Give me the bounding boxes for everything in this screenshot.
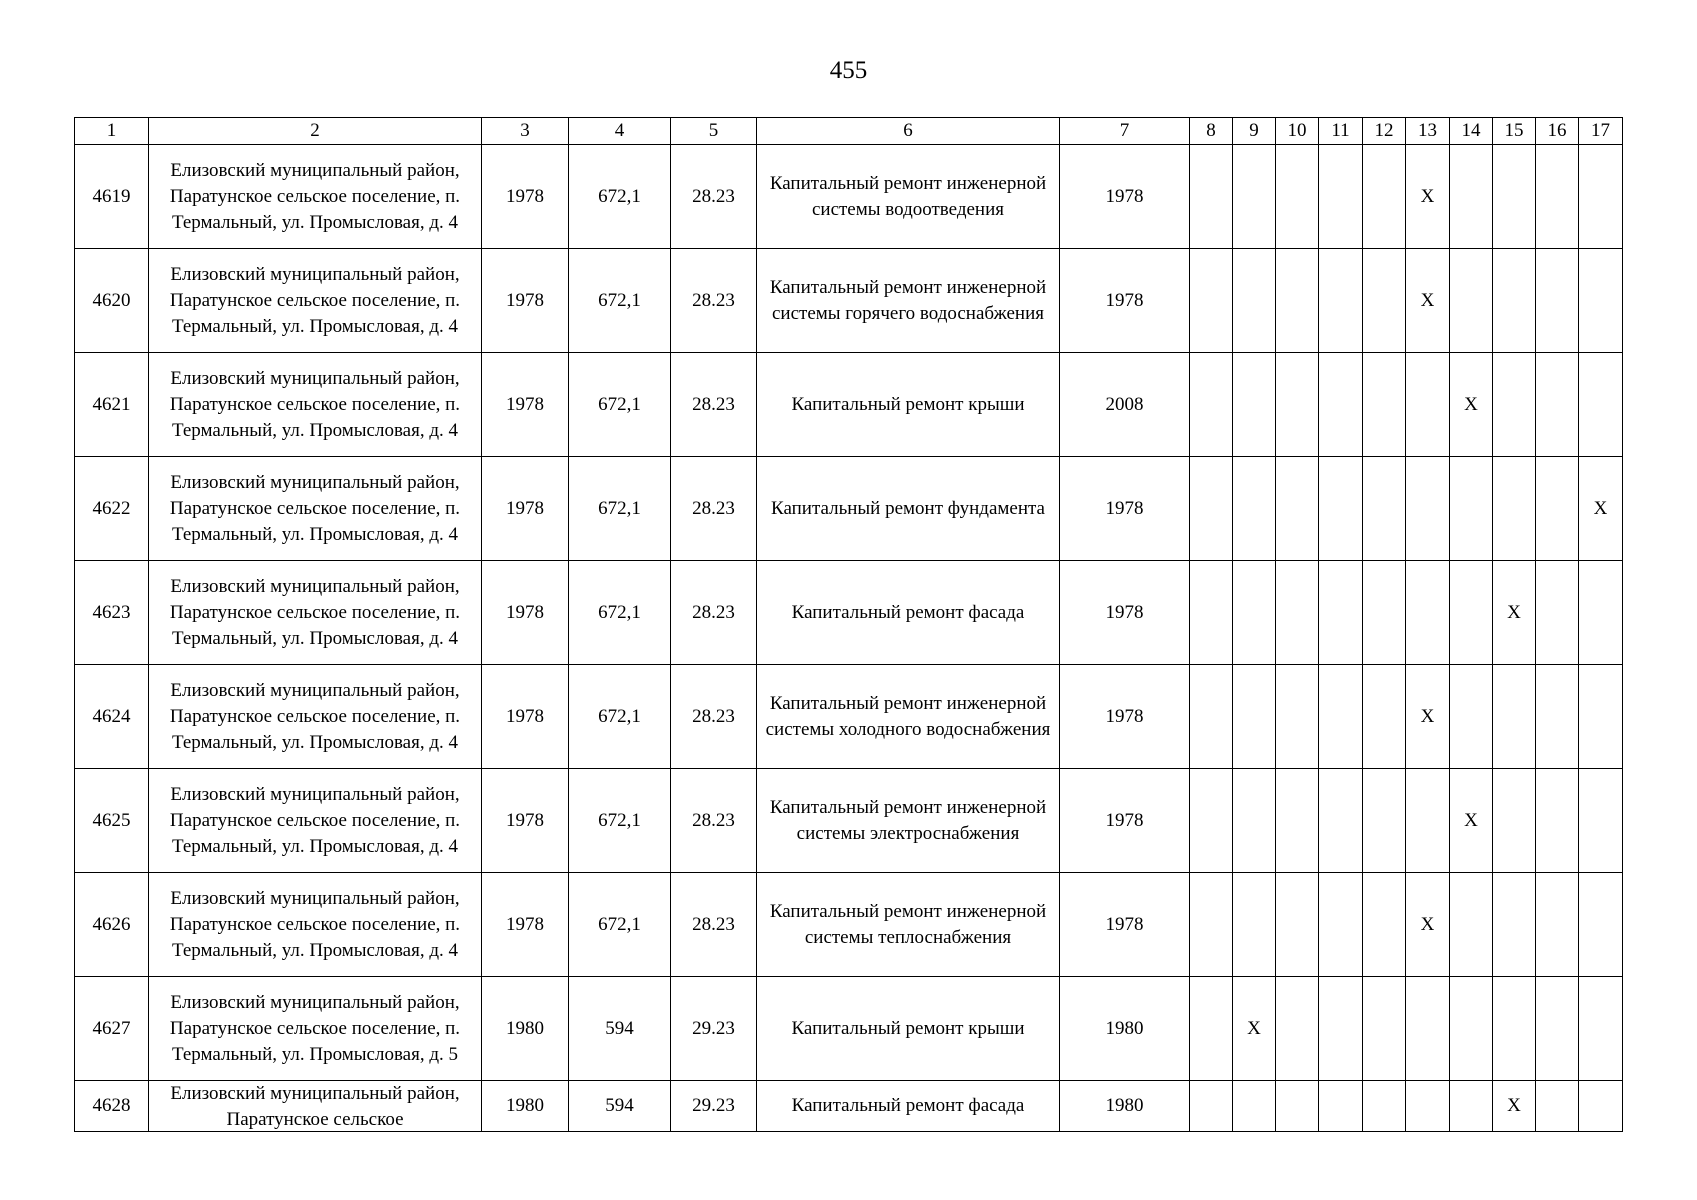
mark-cell-col-16 [1536, 249, 1579, 353]
last-repair-year-cell: 2008 [1060, 353, 1190, 457]
mark-cell-col-15 [1493, 873, 1536, 977]
table-row [75, 1081, 1623, 1132]
mark-cell-col-17 [1579, 665, 1623, 769]
mark-cell-col-17 [1579, 145, 1623, 249]
wear-cell: 28.23 [671, 873, 757, 977]
row-number: 4621 [75, 353, 149, 457]
mark-cell-col-14 [1450, 457, 1493, 561]
mark-cell-col-14 [1450, 145, 1493, 249]
table-row [75, 457, 1623, 561]
mark-cell-col-9 [1233, 665, 1276, 769]
wear-cell: 28.23 [671, 561, 757, 665]
address-cell: Елизовский муниципальный район, Паратунское сельское поселение, п. Термальный, ул. Промысловая, д. 4 [149, 665, 482, 769]
column-header-5: 5 [671, 118, 757, 145]
last-repair-year-cell: 1978 [1060, 769, 1190, 873]
mark-cell-col-9: X [1233, 977, 1276, 1081]
mark-cell-col-17 [1579, 769, 1623, 873]
year-built-cell: 1978 [482, 353, 569, 457]
mark-cell-col-11 [1319, 353, 1363, 457]
mark-cell-col-12 [1363, 561, 1406, 665]
row-number: 4620 [75, 249, 149, 353]
address-cell: Елизовский муниципальный район, Паратунское сельское поселение, п. Термальный, ул. Промысловая, д. 4 [149, 457, 482, 561]
year-built-cell: 1978 [482, 145, 569, 249]
row-number: 4628 [75, 1081, 149, 1132]
mark-cell-col-12 [1363, 249, 1406, 353]
column-header-2: 2 [149, 118, 482, 145]
mark-cell-col-13: X [1406, 249, 1450, 353]
mark-cell-col-8 [1190, 873, 1233, 977]
mark-cell-col-12 [1363, 1081, 1406, 1132]
mark-cell-col-16 [1536, 873, 1579, 977]
wear-cell: 29.23 [671, 1081, 757, 1132]
mark-cell-col-12 [1363, 769, 1406, 873]
table-row [75, 665, 1623, 769]
mark-cell-col-12 [1363, 353, 1406, 457]
address-cell: Елизовский муниципальный район, Паратунское сельское поселение, п. Термальный, ул. Промысловая, д. 4 [149, 873, 482, 977]
mark-cell-col-17 [1579, 561, 1623, 665]
column-header-6: 6 [757, 118, 1060, 145]
mark-cell-col-9 [1233, 145, 1276, 249]
row-number: 4626 [75, 873, 149, 977]
mark-cell-col-9 [1233, 1081, 1276, 1132]
mark-cell-col-13: X [1406, 873, 1450, 977]
wear-cell: 28.23 [671, 145, 757, 249]
mark-cell-col-15: X [1493, 1081, 1536, 1132]
mark-cell-col-9 [1233, 249, 1276, 353]
column-header-3: 3 [482, 118, 569, 145]
last-repair-year-cell: 1980 [1060, 1081, 1190, 1132]
mark-cell-col-8 [1190, 769, 1233, 873]
mark-cell-col-8 [1190, 353, 1233, 457]
area-cell: 672,1 [569, 353, 671, 457]
mark-cell-col-10 [1276, 353, 1319, 457]
mark-cell-col-10 [1276, 145, 1319, 249]
area-cell: 672,1 [569, 561, 671, 665]
mark-cell-col-15: X [1493, 561, 1536, 665]
mark-cell-col-8 [1190, 665, 1233, 769]
last-repair-year-cell: 1980 [1060, 977, 1190, 1081]
column-header-1: 1 [75, 118, 149, 145]
mark-cell-col-9 [1233, 457, 1276, 561]
mark-cell-col-12 [1363, 457, 1406, 561]
column-header-15: 15 [1493, 118, 1536, 145]
row-number: 4627 [75, 977, 149, 1081]
column-header-13: 13 [1406, 118, 1450, 145]
mark-cell-col-14 [1450, 977, 1493, 1081]
mark-cell-col-10 [1276, 249, 1319, 353]
mark-cell-col-13: X [1406, 665, 1450, 769]
header-row [75, 118, 1623, 145]
row-number: 4624 [75, 665, 149, 769]
table-row [75, 249, 1623, 353]
mark-cell-col-17: X [1579, 457, 1623, 561]
mark-cell-col-9 [1233, 873, 1276, 977]
column-header-12: 12 [1363, 118, 1406, 145]
mark-cell-col-13 [1406, 1081, 1450, 1132]
mark-cell-col-17 [1579, 977, 1623, 1081]
mark-cell-col-8 [1190, 977, 1233, 1081]
mark-cell-col-11 [1319, 457, 1363, 561]
mark-cell-col-15 [1493, 769, 1536, 873]
work-type-cell: Капитальный ремонт инженерной системы водоотведения [757, 145, 1060, 249]
mark-cell-col-17 [1579, 1081, 1623, 1132]
column-header-7: 7 [1060, 118, 1190, 145]
mark-cell-col-11 [1319, 249, 1363, 353]
page-number: 455 [829, 57, 868, 84]
year-built-cell: 1978 [482, 561, 569, 665]
work-type-cell: Капитальный ремонт крыши [757, 353, 1060, 457]
mark-cell-col-15 [1493, 457, 1536, 561]
address-cell: Елизовский муниципальный район, Паратунское сельское поселение, п. Термальный, ул. Промысловая, д. 4 [149, 561, 482, 665]
address-cell: Елизовский муниципальный район, Паратунское сельское поселение, п. Термальный, ул. Промысловая, д. 4 [149, 353, 482, 457]
mark-cell-col-15 [1493, 145, 1536, 249]
year-built-cell: 1980 [482, 977, 569, 1081]
mark-cell-col-13: X [1406, 145, 1450, 249]
mark-cell-col-14 [1450, 249, 1493, 353]
table-body [75, 145, 1623, 1132]
work-type-cell: Капитальный ремонт фундамента [757, 457, 1060, 561]
mark-cell-col-13 [1406, 457, 1450, 561]
mark-cell-col-11 [1319, 873, 1363, 977]
row-number: 4623 [75, 561, 149, 665]
area-cell: 594 [569, 977, 671, 1081]
mark-cell-col-15 [1493, 665, 1536, 769]
area-cell: 672,1 [569, 249, 671, 353]
mark-cell-col-14: X [1450, 769, 1493, 873]
mark-cell-col-8 [1190, 561, 1233, 665]
mark-cell-col-8 [1190, 145, 1233, 249]
last-repair-year-cell: 1978 [1060, 457, 1190, 561]
area-cell: 672,1 [569, 665, 671, 769]
year-built-cell: 1978 [482, 873, 569, 977]
column-header-11: 11 [1319, 118, 1363, 145]
table-row [75, 769, 1623, 873]
wear-cell: 28.23 [671, 457, 757, 561]
mark-cell-col-8 [1190, 249, 1233, 353]
wear-cell: 28.23 [671, 249, 757, 353]
mark-cell-col-16 [1536, 1081, 1579, 1132]
last-repair-year-cell: 1978 [1060, 145, 1190, 249]
wear-cell: 28.23 [671, 769, 757, 873]
area-cell: 672,1 [569, 873, 671, 977]
mark-cell-col-17 [1579, 873, 1623, 977]
mark-cell-col-14 [1450, 665, 1493, 769]
area-cell: 594 [569, 1081, 671, 1132]
mark-cell-col-15 [1493, 249, 1536, 353]
mark-cell-col-11 [1319, 665, 1363, 769]
mark-cell-col-10 [1276, 457, 1319, 561]
table-header [75, 118, 1623, 145]
mark-cell-col-10 [1276, 977, 1319, 1081]
mark-cell-col-17 [1579, 353, 1623, 457]
mark-cell-col-10 [1276, 561, 1319, 665]
mark-cell-col-9 [1233, 353, 1276, 457]
mark-cell-col-10 [1276, 1081, 1319, 1132]
work-type-cell: Капитальный ремонт инженерной системы холодного водоснабжения [757, 665, 1060, 769]
column-header-8: 8 [1190, 118, 1233, 145]
table-row [75, 561, 1623, 665]
mark-cell-col-16 [1536, 561, 1579, 665]
mark-cell-col-14 [1450, 561, 1493, 665]
address-cell: Елизовский муниципальный район, Паратунское сельское поселение, п. Термальный, ул. Промысловая, д. 4 [149, 769, 482, 873]
column-header-9: 9 [1233, 118, 1276, 145]
column-header-14: 14 [1450, 118, 1493, 145]
mark-cell-col-13 [1406, 769, 1450, 873]
mark-cell-col-10 [1276, 665, 1319, 769]
mark-cell-col-11 [1319, 977, 1363, 1081]
mark-cell-col-15 [1493, 353, 1536, 457]
mark-cell-col-9 [1233, 561, 1276, 665]
mark-cell-col-8 [1190, 457, 1233, 561]
work-type-cell: Капитальный ремонт инженерной системы теплоснабжения [757, 873, 1060, 977]
table-row [75, 145, 1623, 249]
mark-cell-col-15 [1493, 977, 1536, 1081]
mark-cell-col-12 [1363, 977, 1406, 1081]
mark-cell-col-14: X [1450, 353, 1493, 457]
mark-cell-col-12 [1363, 665, 1406, 769]
mark-cell-col-13 [1406, 353, 1450, 457]
year-built-cell: 1978 [482, 769, 569, 873]
table-row [75, 873, 1623, 977]
mark-cell-col-16 [1536, 665, 1579, 769]
address-cell: Елизовский муниципальный район, Паратунское сельское поселение, п. Термальный, ул. Промысловая, д. 4 [149, 249, 482, 353]
mark-cell-col-12 [1363, 873, 1406, 977]
mark-cell-col-11 [1319, 1081, 1363, 1132]
mark-cell-col-11 [1319, 561, 1363, 665]
mark-cell-col-16 [1536, 977, 1579, 1081]
wear-cell: 28.23 [671, 353, 757, 457]
row-number: 4625 [75, 769, 149, 873]
table-row [75, 353, 1623, 457]
area-cell: 672,1 [569, 145, 671, 249]
area-cell: 672,1 [569, 769, 671, 873]
mark-cell-col-9 [1233, 769, 1276, 873]
mark-cell-col-11 [1319, 769, 1363, 873]
mark-cell-col-14 [1450, 873, 1493, 977]
last-repair-year-cell: 1978 [1060, 873, 1190, 977]
wear-cell: 28.23 [671, 665, 757, 769]
work-type-cell: Капитальный ремонт инженерной системы электроснабжения [757, 769, 1060, 873]
work-type-cell: Капитальный ремонт крыши [757, 977, 1060, 1081]
mark-cell-col-16 [1536, 457, 1579, 561]
mark-cell-col-17 [1579, 249, 1623, 353]
repair-schedule-table [74, 117, 1623, 1132]
table-row [75, 977, 1623, 1081]
mark-cell-col-14 [1450, 1081, 1493, 1132]
wear-cell: 29.23 [671, 977, 757, 1081]
mark-cell-col-8 [1190, 1081, 1233, 1132]
area-cell: 672,1 [569, 457, 671, 561]
mark-cell-col-13 [1406, 561, 1450, 665]
last-repair-year-cell: 1978 [1060, 561, 1190, 665]
work-type-cell: Капитальный ремонт инженерной системы горячего водоснабжения [757, 249, 1060, 353]
address-cell: Елизовский муниципальный район, Паратунское сельское поселение, п. Термальный, ул. Промысловая, д. 4 [149, 145, 482, 249]
year-built-cell: 1978 [482, 457, 569, 561]
column-header-17: 17 [1579, 118, 1623, 145]
column-header-10: 10 [1276, 118, 1319, 145]
work-type-cell: Капитальный ремонт фасада [757, 561, 1060, 665]
year-built-cell: 1978 [482, 249, 569, 353]
row-number: 4619 [75, 145, 149, 249]
last-repair-year-cell: 1978 [1060, 249, 1190, 353]
mark-cell-col-12 [1363, 145, 1406, 249]
work-type-cell: Капитальный ремонт фасада [757, 1081, 1060, 1132]
mark-cell-col-10 [1276, 769, 1319, 873]
column-header-4: 4 [569, 118, 671, 145]
row-number: 4622 [75, 457, 149, 561]
mark-cell-col-13 [1406, 977, 1450, 1081]
year-built-cell: 1980 [482, 1081, 569, 1132]
address-cell: Елизовский муниципальный район, Паратунское сельское поселение, п. Термальный, ул. Промысловая, д. 5 [149, 977, 482, 1081]
mark-cell-col-16 [1536, 145, 1579, 249]
mark-cell-col-10 [1276, 873, 1319, 977]
mark-cell-col-16 [1536, 353, 1579, 457]
mark-cell-col-16 [1536, 769, 1579, 873]
mark-cell-col-11 [1319, 145, 1363, 249]
year-built-cell: 1978 [482, 665, 569, 769]
address-text: Елизовский муниципальный район, Паратунское сельское [170, 1082, 460, 1130]
last-repair-year-cell: 1978 [1060, 665, 1190, 769]
column-header-16: 16 [1536, 118, 1579, 145]
address-cell [149, 1081, 482, 1132]
